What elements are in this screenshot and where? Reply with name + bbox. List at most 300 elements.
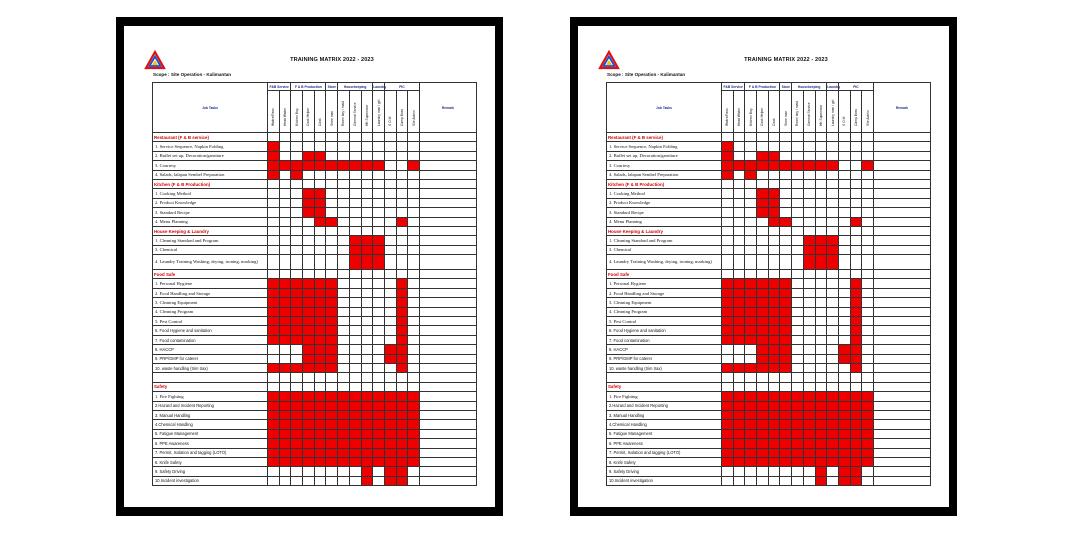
training-required-cell [314, 326, 326, 335]
training-required-cell [396, 298, 408, 307]
training-required-cell [314, 208, 326, 217]
training-required-cell [396, 401, 408, 410]
training-required-cell [722, 326, 734, 335]
job-task-label: 1. Cooking Method [153, 189, 268, 198]
training-required-cell [314, 363, 326, 372]
matrix-cell [326, 208, 338, 217]
matrix-cell [815, 326, 827, 335]
matrix-cell [279, 151, 291, 160]
matrix-cell [838, 208, 850, 217]
matrix-cell [827, 476, 839, 485]
matrix-cell [780, 189, 792, 198]
training-required-cell [815, 439, 827, 448]
matrix-cell [279, 354, 291, 363]
matrix-cell [803, 363, 815, 372]
training-required-cell [733, 429, 745, 438]
group-header: Store [781, 84, 790, 89]
matrix-cell [733, 345, 745, 354]
job-task-label: 10. waste handling (trim trax) [607, 363, 722, 372]
matrix-cell [815, 151, 827, 160]
training-required-cell [803, 457, 815, 466]
training-required-cell [268, 326, 280, 335]
job-task-label: 2. Product Knowledge [153, 198, 268, 207]
matrix-cell [349, 151, 361, 160]
matrix-cell [349, 170, 361, 179]
matrix-cell [408, 217, 420, 226]
job-task-label: 2. Food Handling and Storage [153, 288, 268, 297]
table-row [607, 345, 931, 354]
training-required-cell [291, 410, 303, 419]
matrix-cell [827, 288, 839, 297]
training-required-cell [314, 335, 326, 344]
training-required-cell [757, 392, 769, 401]
training-required-cell [768, 457, 780, 466]
matrix-cell [850, 170, 862, 179]
role-header: Site Admin [408, 91, 420, 133]
job-task-label: 3. Courtesy [607, 161, 722, 170]
page-title: TRAINING MATRIX 2022 - 2023 [290, 57, 374, 63]
training-required-cell [757, 279, 769, 288]
matrix-cell [815, 208, 827, 217]
training-required-cell [768, 363, 780, 372]
group-header: Laundry [373, 84, 387, 89]
training-required-cell [373, 401, 385, 410]
matrix-cell [745, 151, 757, 160]
matrix-cell [792, 142, 804, 151]
section-title: Safety [153, 382, 268, 391]
matrix-cell [349, 317, 361, 326]
training-required-cell [733, 363, 745, 372]
remark-cell [873, 335, 930, 344]
matrix-cell [768, 476, 780, 485]
training-required-cell [314, 439, 326, 448]
job-task-label: 2. Food Handling and Storage [607, 288, 722, 297]
matrix-cell [780, 476, 792, 485]
training-required-cell [314, 392, 326, 401]
training-required-cell [396, 279, 408, 288]
training-required-cell [745, 363, 757, 372]
matrix-cell [338, 279, 350, 288]
training-required-cell [768, 448, 780, 457]
training-required-cell [291, 448, 303, 457]
training-required-cell [326, 457, 338, 466]
matrix-cell [384, 142, 396, 151]
matrix-cell [803, 279, 815, 288]
matrix-cell [862, 255, 874, 270]
training-required-cell [361, 236, 373, 245]
job-task-label: 4. Menu Planning [607, 217, 722, 226]
training-required-cell [827, 410, 839, 419]
matrix-cell [314, 170, 326, 179]
matrix-cell [815, 288, 827, 297]
group-header: F&B Service [723, 84, 743, 89]
training-required-cell [780, 392, 792, 401]
training-required-cell [303, 317, 315, 326]
section-title: Kitchen (F & B Production) [153, 179, 268, 188]
training-required-cell [780, 317, 792, 326]
training-required-cell [780, 345, 792, 354]
matrix-cell [850, 151, 862, 160]
matrix-cell [803, 335, 815, 344]
training-required-cell [733, 161, 745, 170]
role-header: Cook Helper [757, 91, 769, 133]
training-matrix-table [606, 82, 930, 498]
training-required-cell [326, 354, 338, 363]
section-title: Food Safe [153, 270, 268, 279]
training-required-cell [838, 401, 850, 410]
training-required-cell [803, 236, 815, 245]
training-required-cell [349, 236, 361, 245]
job-task-label: 1. Service Sequence, Napkin Folding [153, 142, 268, 151]
training-required-cell [268, 410, 280, 419]
training-required-cell [384, 345, 396, 354]
training-required-cell [780, 335, 792, 344]
job-task-label: 2. Buffet set up, Decoration/garniture [607, 151, 722, 160]
training-required-cell [408, 161, 420, 170]
matrix-cell [827, 170, 839, 179]
training-required-cell [303, 151, 315, 160]
section-title: Restaurant (F & B service) [607, 133, 722, 142]
training-required-cell [326, 401, 338, 410]
job-task-label: 6. Food Hygiene and sanitation [153, 326, 268, 335]
training-required-cell [349, 392, 361, 401]
table-row [153, 439, 477, 448]
matrix-cell [326, 170, 338, 179]
training-required-cell [326, 288, 338, 297]
training-required-cell [815, 410, 827, 419]
matrix-cell [303, 142, 315, 151]
matrix-cell [408, 317, 420, 326]
table-row [607, 392, 931, 401]
job-task-label: 2.Hazard and Incident Reporting [153, 401, 268, 410]
matrix-cell [733, 189, 745, 198]
training-required-cell [827, 392, 839, 401]
matrix-cell [815, 142, 827, 151]
matrix-cell [733, 354, 745, 363]
matrix-cell [722, 236, 734, 245]
table-row [153, 392, 477, 401]
matrix-cell [291, 217, 303, 226]
training-required-cell [338, 439, 350, 448]
matrix-cell [803, 307, 815, 316]
matrix-cell [838, 288, 850, 297]
training-required-cell [373, 245, 385, 254]
matrix-cell [338, 354, 350, 363]
training-required-cell [780, 420, 792, 429]
table-row [607, 161, 931, 170]
matrix-cell [396, 245, 408, 254]
table-row [153, 208, 477, 217]
table-row [607, 236, 931, 245]
matrix-cell [780, 170, 792, 179]
remark-cell [419, 298, 476, 307]
training-required-cell [279, 392, 291, 401]
job-task-label: 4. Salads, lalapan Sembel Preparation [153, 170, 268, 179]
matrix-cell [326, 151, 338, 160]
matrix-cell [338, 326, 350, 335]
matrix-cell [314, 142, 326, 151]
role-header: Kitchen Boy [291, 91, 303, 133]
matrix-cell [722, 189, 734, 198]
training-required-cell [268, 170, 280, 179]
training-required-cell [373, 448, 385, 457]
matrix-cell [268, 208, 280, 217]
training-required-cell [815, 476, 827, 485]
matrix-cell [361, 279, 373, 288]
remark-cell [873, 429, 930, 438]
remark-cell [419, 363, 476, 372]
training-required-cell [803, 401, 815, 410]
training-required-cell [850, 457, 862, 466]
matrix-cell [733, 217, 745, 226]
matrix-cell [850, 161, 862, 170]
training-required-cell [291, 392, 303, 401]
table-row [607, 208, 931, 217]
matrix-cell [862, 335, 874, 344]
training-required-cell [757, 161, 769, 170]
matrix-cell [803, 467, 815, 476]
matrix-cell [373, 476, 385, 485]
section-row [153, 133, 477, 142]
matrix-cell [745, 208, 757, 217]
matrix-cell [803, 198, 815, 207]
remark-cell [873, 457, 930, 466]
job-task-label: 7. Permit, Isolation and tagging (LOTO) [607, 448, 722, 457]
training-required-cell [396, 429, 408, 438]
training-required-cell [279, 307, 291, 316]
matrix-cell [768, 467, 780, 476]
training-required-cell [768, 410, 780, 419]
matrix-cell [338, 363, 350, 372]
training-required-cell [349, 439, 361, 448]
matrix-cell [326, 236, 338, 245]
matrix-cell [279, 208, 291, 217]
matrix-cell [803, 354, 815, 363]
matrix-cell [780, 208, 792, 217]
matrix-cell [384, 307, 396, 316]
training-required-cell [733, 335, 745, 344]
training-required-cell [733, 298, 745, 307]
training-required-cell [268, 429, 280, 438]
training-required-cell [757, 345, 769, 354]
training-required-cell [757, 208, 769, 217]
matrix-cell [815, 298, 827, 307]
matrix-cell [349, 279, 361, 288]
remark-cell [419, 198, 476, 207]
matrix-cell [268, 476, 280, 485]
matrix-cell [408, 142, 420, 151]
table-row [153, 217, 477, 226]
matrix-cell [338, 170, 350, 179]
job-task-label: 3. Cleaning Equipment [153, 298, 268, 307]
matrix-cell [349, 476, 361, 485]
training-required-cell [314, 307, 326, 316]
remark-cell [873, 217, 930, 226]
matrix-cell [326, 255, 338, 270]
remark-cell [873, 467, 930, 476]
training-required-cell [268, 151, 280, 160]
matrix-cell [757, 217, 769, 226]
matrix-cell [408, 354, 420, 363]
page-title: TRAINING MATRIX 2022 - 2023 [744, 57, 828, 63]
job-task-label: 1. Cooking Method [607, 189, 722, 198]
training-required-cell [279, 298, 291, 307]
training-required-cell [384, 392, 396, 401]
training-required-cell [303, 345, 315, 354]
training-required-cell [338, 401, 350, 410]
matrix-cell [862, 170, 874, 179]
matrix-cell [303, 467, 315, 476]
matrix-cell [862, 208, 874, 217]
matrix-cell [792, 151, 804, 160]
training-required-cell [314, 457, 326, 466]
training-required-cell [303, 161, 315, 170]
training-required-cell [722, 335, 734, 344]
matrix-cell [408, 326, 420, 335]
matrix-cell [803, 298, 815, 307]
matrix-cell [326, 467, 338, 476]
training-required-cell [326, 429, 338, 438]
training-required-cell [279, 420, 291, 429]
matrix-cell [838, 363, 850, 372]
training-required-cell [314, 161, 326, 170]
table-row [607, 457, 931, 466]
remark-cell [419, 245, 476, 254]
job-task-label: 1. Fire Fighting [607, 392, 722, 401]
section-row [153, 270, 477, 279]
matrix-cell [303, 255, 315, 270]
training-required-cell [396, 448, 408, 457]
training-required-cell [780, 217, 792, 226]
matrix-cell [792, 236, 804, 245]
training-required-cell [815, 236, 827, 245]
training-required-cell [780, 288, 792, 297]
matrix-cell [384, 279, 396, 288]
remark-cell [873, 392, 930, 401]
matrix-cell [780, 142, 792, 151]
training-required-cell [279, 457, 291, 466]
matrix-cell [361, 298, 373, 307]
role-header: Head Waiter [279, 91, 291, 133]
matrix-cell [349, 345, 361, 354]
matrix-cell [268, 255, 280, 270]
matrix-cell [291, 255, 303, 270]
matrix-cell [827, 142, 839, 151]
table-row [607, 410, 931, 419]
matrix-cell [373, 151, 385, 160]
table-row [607, 170, 931, 179]
matrix-cell [291, 198, 303, 207]
training-required-cell [373, 420, 385, 429]
table-row [607, 198, 931, 207]
matrix-cell [838, 307, 850, 316]
training-required-cell [722, 142, 734, 151]
training-required-cell [827, 401, 839, 410]
training-required-cell [733, 307, 745, 316]
remark-cell [419, 354, 476, 363]
job-task-label: 2. Product Knowledge [607, 198, 722, 207]
matrix-cell [827, 307, 839, 316]
role-header: Site Admin [862, 91, 874, 133]
matrix-cell [838, 217, 850, 226]
training-required-cell [303, 326, 315, 335]
matrix-cell [396, 198, 408, 207]
matrix-cell [349, 217, 361, 226]
matrix-cell [803, 142, 815, 151]
training-required-cell [326, 439, 338, 448]
remark-cell [873, 236, 930, 245]
training-required-cell [838, 429, 850, 438]
remark-cell [419, 189, 476, 198]
training-required-cell [291, 326, 303, 335]
section-row [153, 382, 477, 391]
matrix-cell [733, 236, 745, 245]
matrix-cell [338, 189, 350, 198]
matrix-cell [408, 467, 420, 476]
job-task-label: 7. Food contamination [607, 335, 722, 344]
matrix-cell [408, 476, 420, 485]
training-required-cell [792, 457, 804, 466]
matrix-cell [792, 255, 804, 270]
training-required-cell [373, 439, 385, 448]
matrix-cell [838, 279, 850, 288]
job-task-label: 4.Chemical Handling [607, 420, 722, 429]
matrix-cell [384, 189, 396, 198]
training-required-cell [338, 161, 350, 170]
matrix-cell [384, 198, 396, 207]
matrix-cell [862, 236, 874, 245]
training-required-cell [396, 392, 408, 401]
remark-cell [873, 476, 930, 485]
remark-cell [873, 208, 930, 217]
training-required-cell [396, 317, 408, 326]
training-required-cell [279, 363, 291, 372]
matrix-cell [792, 298, 804, 307]
matrix-cell [373, 363, 385, 372]
training-required-cell [757, 151, 769, 160]
remark-cell [873, 401, 930, 410]
training-required-cell [862, 410, 874, 419]
training-required-cell [291, 457, 303, 466]
table-row [607, 476, 931, 485]
training-required-cell [326, 335, 338, 344]
matrix-cell [862, 476, 874, 485]
matrix-cell [722, 245, 734, 254]
training-required-cell [850, 439, 862, 448]
table-row [153, 401, 477, 410]
training-required-cell [268, 439, 280, 448]
matrix-cell [722, 198, 734, 207]
matrix-cell [361, 335, 373, 344]
training-required-cell [792, 161, 804, 170]
training-required-cell [792, 420, 804, 429]
training-required-cell [384, 457, 396, 466]
training-required-cell [396, 288, 408, 297]
training-required-cell [291, 307, 303, 316]
matrix-cell [862, 354, 874, 363]
training-required-cell [722, 457, 734, 466]
remark-cell [873, 326, 930, 335]
matrix-cell [745, 142, 757, 151]
job-task-label: 6. PPE Awareness [607, 439, 722, 448]
matrix-cell [862, 288, 874, 297]
training-required-cell [314, 345, 326, 354]
training-required-cell [349, 410, 361, 419]
training-required-cell [291, 279, 303, 288]
training-required-cell [838, 476, 850, 485]
training-required-cell [827, 245, 839, 254]
role-header: Room boy / maid [792, 91, 804, 133]
